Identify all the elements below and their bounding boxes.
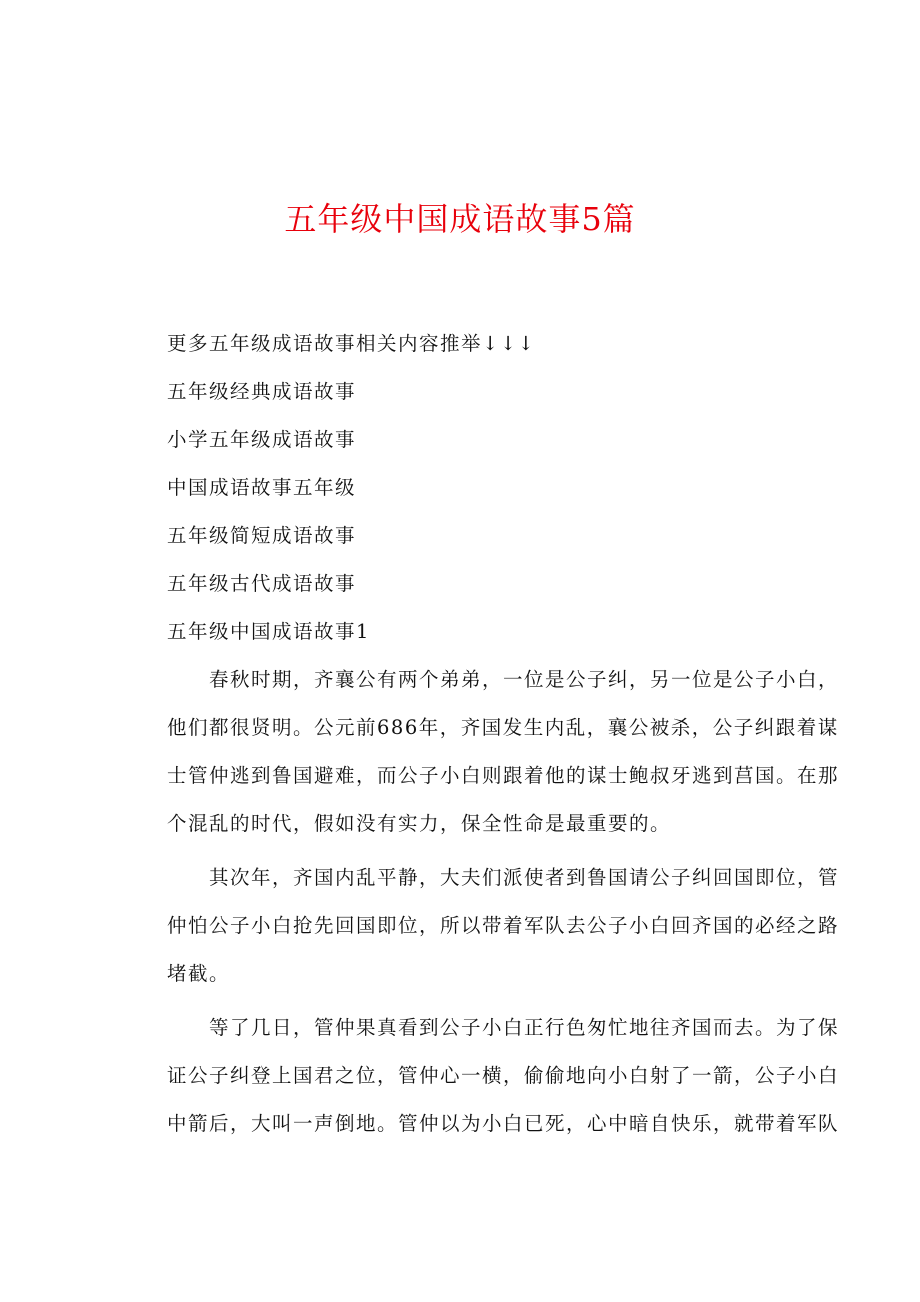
related-link[interactable]: 中国成语故事五年级 (167, 476, 357, 499)
paragraph-line: 士管仲逃到鲁国避难，而公子小白则跟着他的谋士鲍叔牙逃到莒国。在那 (167, 764, 840, 787)
paragraph (167, 858, 840, 1002)
recommend-intro: 更多五年级成语故事相关内容推举↓↓↓ (167, 332, 536, 355)
related-link[interactable]: 五年级经典成语故事 (167, 380, 357, 403)
section-heading: 五年级中国成语故事1 (167, 620, 370, 643)
related-link[interactable]: 五年级古代成语故事 (167, 572, 357, 595)
related-link[interactable]: 五年级简短成语故事 (167, 524, 357, 547)
paragraph-line: 春秋时期，齐襄公有两个弟弟，一位是公子纠，另一位是公子小白， (167, 668, 840, 691)
paragraph-line: 等了几日，管仲果真看到公子小白正行色匆忙地往齐国而去。为了保 (167, 1016, 840, 1039)
paragraph-line: 中箭后，大叫一声倒地。管仲以为小白已死，心中暗自快乐，就带着军队 (167, 1112, 840, 1135)
paragraph-line: 个混乱的时代，假如没有实力，保全性命是最重要的。 (167, 812, 672, 835)
paragraph-line: 证公子纠登上国君之位，管仲心一横，偷偷地向小白射了一箭，公子小白 (167, 1064, 840, 1087)
paragraph-line: 仲怕公子小白抢先回国即位，所以带着军队去公子小白回齐国的必经之路 (167, 914, 840, 937)
related-link[interactable]: 小学五年级成语故事 (167, 428, 357, 451)
document-title: 五年级中国成语故事5篇 (284, 200, 636, 238)
paragraph (167, 660, 840, 852)
paragraph-line: 堵截。 (167, 962, 231, 985)
document-body (167, 324, 840, 1152)
paragraph-line: 其次年，齐国内乱平静，大夫们派使者到鲁国请公子纠回国即位，管 (167, 866, 840, 889)
paragraph-line: 他们都很贤明。公元前686年，齐国发生内乱，襄公被杀，公子纠跟着谋 (167, 716, 839, 739)
paragraph (167, 1008, 840, 1152)
